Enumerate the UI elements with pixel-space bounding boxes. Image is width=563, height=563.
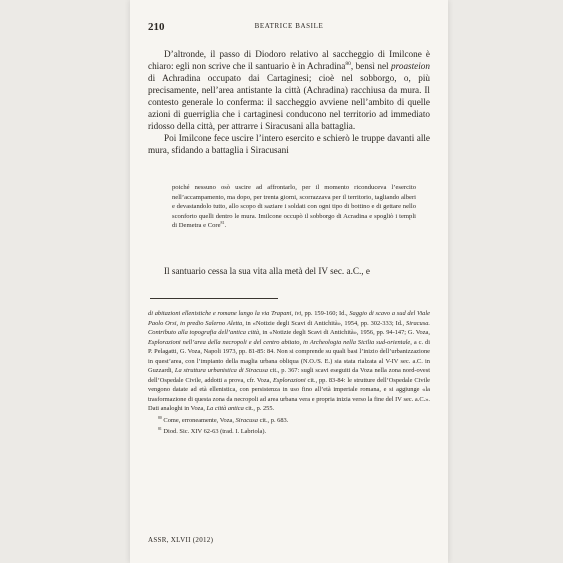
footnote-run: di abitazioni ellenistiche e romane lungo la via Trapani, ivi — [148, 310, 302, 317]
footnote-rule — [150, 298, 278, 299]
page-number: 210 — [148, 21, 165, 33]
footnote-run: cit., pp. 83-84: le strutture dell’Ospedale Civile vengono datate ad età ellenistica, con persistenza in uso fino all’età imperiale romana, e si aggiunge «la trasformazione di questa zona da necropoli ad area urbana vera e propria inizia verso la fine del IV sec. a.C.». Dati analoghi in Voza, — [148, 376, 430, 412]
footnote-80: $^{80}$ Come, erroneamente, Voza, Siracusa cit., p. 683. — [158, 415, 289, 424]
footnote-run: Saggio di scavo a sud del Viale Paolo Orsi, in predio Salerno Aletta — [148, 310, 430, 327]
paragraph-1: D’altronde, il passo di Diodoro relativo al saccheggio di Imilcone è chiaro: egli non scrive che il santuario è in Achradina$^{80}$, bensì nel proasteion di Achradina occupato dai Cartaginesi; cioè nel sobborgo, o, più precisamente, nell’area antistante la città (Achradina) racchiusa da mura. Il contesto generale lo conferma: il saccheggio avviene nell’ambito di quelle azioni di guerriglia che i cartaginesi conducono nel territorio ad immediato ridosso della città, per attrarre i Siracusani alla battaglia. — [148, 49, 430, 131]
footnote-run: La struttura urbanistica di Siracusa — [174, 367, 268, 374]
footnote-ref-81: 81 — [220, 220, 225, 226]
footnote-run: , in «Notizie degli Scavi di Antichità», 1956, pp. 94-147; G. Voza, — [259, 329, 430, 336]
footnote-run: cit., p. 367: sugli scavi eseguiti da Voza nella zona nord-ovest dell’Ospedale Civile, addotti a prova, cfr. Voza, — [148, 367, 431, 384]
running-head: BEATRICE BASILE — [254, 22, 324, 30]
paragraph-2: Poi Imilcone fece uscire l’intero esercito e schierò le truppe davanti alle mura, sfidando a battaglia i Siracusani — [148, 133, 430, 155]
footnote-81: $^{81}$ Diod. Sic. XIV 62-63 (trad. I. Labriola). — [158, 426, 267, 435]
footnote-run: Siracusa. Contributo alla topografia dell’antica città — [148, 319, 430, 336]
footnote-run: Esplorazioni — [272, 376, 306, 384]
journal-footer: ASSR, XLVII (2012) — [148, 536, 214, 544]
footnote-run: La città antica — [206, 405, 244, 412]
footnote-run: cit., p. 255. — [243, 405, 275, 412]
footnote-run: Esplorazioni nell’area della necropoli e del centro abitato, in Archeologia nella Sicilia sud-orientale — [148, 338, 411, 346]
block-quote: poiché nessuno osò uscire ad affrontarlo, per il momento riconduceva l’esercito nell’accampamento, ma dopo, per trenta giorni, scorrazzava per il territorio, tagliando alberi e devastandolo tutto, allo scopo di saziare i soldati con ogni tipo di bottino e di gettare nello sconforto quelli dentro le mura. Imilcone occupò il sobborgo di Acradina e spogliò i templi di Demetra e Core$^{81}$. — [172, 184, 416, 230]
main-text-continued — [148, 265, 430, 277]
page-header — [148, 21, 430, 35]
main-text — [148, 48, 430, 156]
paragraph-3: Il santuario cessa la sua vita alla metà del IV sec. a.C., e — [164, 266, 370, 276]
footnote-ref-80: 80 — [345, 60, 351, 67]
footnotes — [148, 309, 430, 437]
footnote-continued — [148, 309, 430, 414]
footnote-run: , a c. di P. Pelagatti, G. Voza, Napoli 1973, pp. 81-85: 84. Non si comprende su quali basi l’inizio dell’urbanizzazione in quest’area, con l’impianto della maglia urbana obliqua (N.O./S. E.) sia stata rialzata al V-IV sec. a.C. in Guzzardi, — [148, 338, 430, 374]
footnote-run: , in «Notizie degli Scavi di Antichità», 1954, pp. 302-333; Id., — [242, 319, 407, 327]
footnote-run: , pp. 159-160; Id., — [301, 310, 350, 317]
